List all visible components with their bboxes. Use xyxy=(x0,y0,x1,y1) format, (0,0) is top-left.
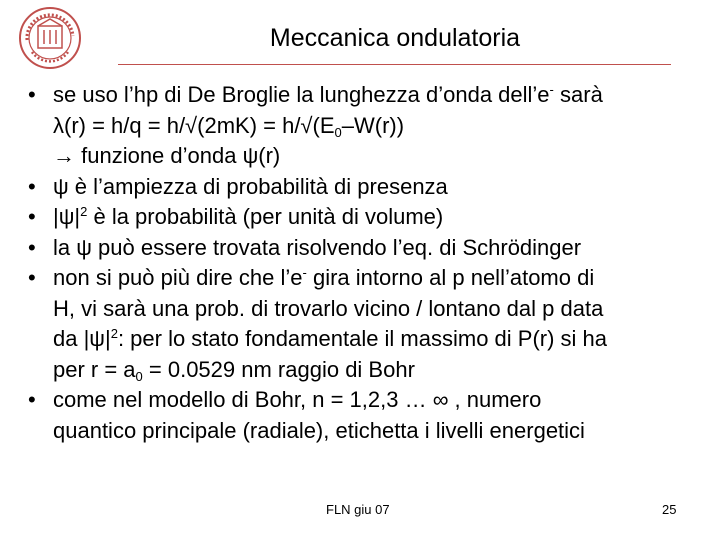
bullet-continuation xyxy=(28,111,698,142)
slide-title: Meccanica ondulatoria xyxy=(269,24,521,52)
formula-text: –W(r)) xyxy=(341,112,405,138)
bullet-marker: • xyxy=(28,204,36,229)
bullet-text: la ψ può essere trovata risolvendo l’eq. di Schrödinger xyxy=(53,234,582,260)
bullet-text: non si può più dire che l’e xyxy=(53,265,303,290)
bullet-text: se uso l’hp di De Broglie la lunghezza d’onda dell’e xyxy=(53,82,550,107)
bullet-item xyxy=(28,263,698,294)
bullet-item xyxy=(28,172,698,203)
bullet-text: ψ è l’ampiezza di probabilità di presenza xyxy=(53,173,448,199)
superscript: - xyxy=(302,265,307,280)
bullet-item xyxy=(28,233,698,264)
bullet-text: : per lo stato fondamentale il massimo di P(r) si ha xyxy=(117,326,608,351)
bullet-item xyxy=(28,202,698,233)
page-number: 25 xyxy=(662,502,677,517)
superscript: - xyxy=(549,82,554,97)
bullet-text: |ψ| xyxy=(53,204,81,229)
subscript: 0 xyxy=(334,124,342,140)
bullet-continuation xyxy=(28,355,698,386)
bullet-marker: • xyxy=(28,234,36,260)
bullet-text: gira intorno al p nell’atomo di xyxy=(306,265,595,290)
subscript: 0 xyxy=(135,368,143,384)
bullet-item xyxy=(28,80,698,111)
bullet-marker: • xyxy=(28,265,36,290)
bullet-list xyxy=(28,80,698,446)
bullet-continuation xyxy=(28,416,698,447)
superscript: 2 xyxy=(110,326,118,341)
bullet-continuation xyxy=(28,294,698,325)
bullet-text: è la probabilità (per unità di volume) xyxy=(87,204,444,229)
bullet-text: = 0.0529 nm raggio di Bohr xyxy=(142,356,415,382)
formula-text: λ(r) = h/q = h/√(2mK) = h/√(E xyxy=(53,112,335,138)
bullet-text: H, vi sarà una prob. di trovarlo vicino / lontano dal p data xyxy=(53,295,604,321)
bullet-continuation xyxy=(28,141,698,172)
university-seal-logo xyxy=(18,6,82,70)
bullet-marker: • xyxy=(28,82,36,107)
bullet-text: sarà xyxy=(553,82,603,107)
bullet-continuation xyxy=(28,324,698,355)
bullet-text: da |ψ| xyxy=(53,326,111,351)
bullet-item xyxy=(28,385,698,416)
title-divider xyxy=(118,64,671,65)
superscript: 2 xyxy=(80,204,88,219)
bullet-text: quantico principale (radiale), etichetta i livelli energetici xyxy=(53,417,585,443)
bullet-marker: • xyxy=(28,387,36,412)
bullet-text: → funzione d’onda ψ(r) xyxy=(53,143,281,168)
footer-label: FLN giu 07 xyxy=(326,502,390,517)
bullet-text: come nel modello di Bohr, n = 1,2,3 … ∞ , numero xyxy=(53,387,542,412)
bullet-marker: • xyxy=(28,173,36,199)
bullet-text: per r = a xyxy=(53,356,136,382)
